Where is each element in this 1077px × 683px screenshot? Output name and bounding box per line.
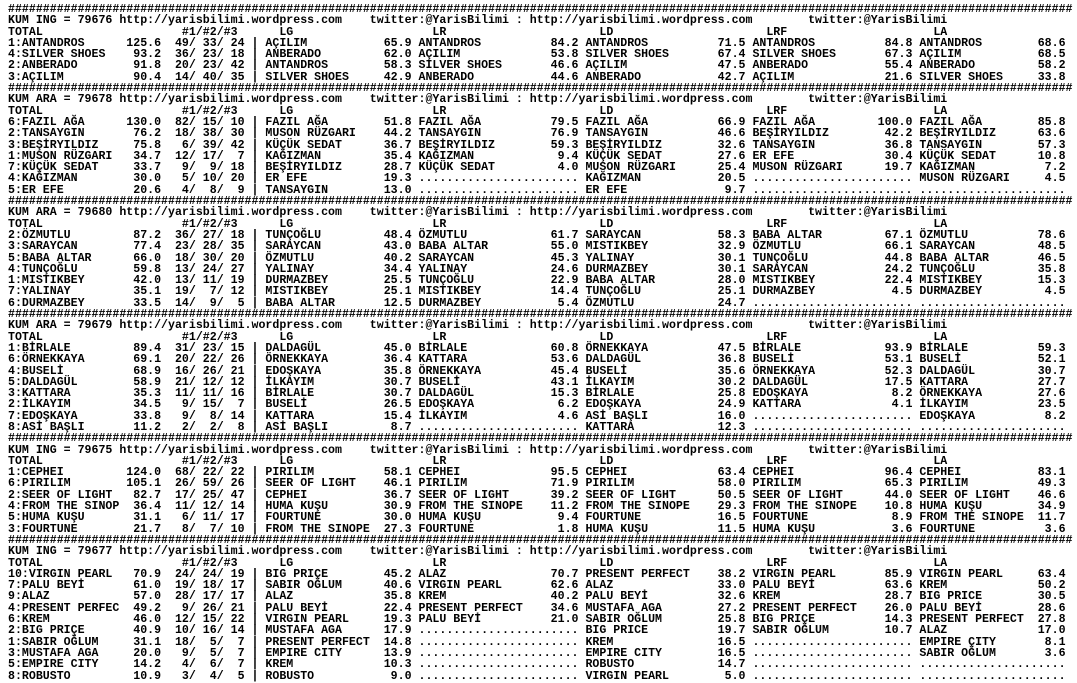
data-row: 10:VIRGIN PEARL 70.9 24/ 24/ 19 | BIG PRIÇE 45.2 ALAZ 70.7 PRESENT PERFECT 38.2 VIRGIN PEARL 85.9 VIRGIN PEARL 63.4 — [8, 567, 1066, 581]
data-row: 1:SABIR OĞLUM 31.1 18/ 5/ 7 | PRESENT PERFECT 14.8 ....................... KREM 16.5 ....................... EMPIRE ÇITY 8.1 — [8, 635, 1066, 649]
race-section-79678 — [8, 83, 1077, 196]
data-row: 7:YALINAY 35.1 19/ 7/ 12 | MISTIKBEY 25.1 MISTIKBEY 14.4 TUNÇOĞLU 25.1 DURMAZBEY 4.5 DURMAZBEY 4.5 — [8, 285, 1066, 299]
data-row: 3:MUSTAFA AGA 20.0 9/ 5/ 7 | EMPIRE CITY 13.9 ....................... EMPIRE CITY 16.5 ....................... SABIR OĞLUM 3.6 — [8, 646, 1066, 660]
section-header-line: KUM ARA = 79678 http://yarisbilimi.wordpress.com twitter:@YarisBilimi : http://yarisbilimi.wordpress.com twitter:@YarisBilimi — [8, 93, 948, 107]
data-row: 3:AÇILIM 90.4 14/ 40/ 35 | SILVER SHOES 42.9 ANBERADO 44.6 ANBERADO 42.7 AÇILIM 21.6 SILVER SHOES 33.8 — [8, 70, 1066, 84]
data-row: 1:ANTANDROS 125.6 49/ 33/ 24 | AÇILIM 65.9 ANTANDROS 84.2 ANTANDROS 71.5 ANTANDROS 84.8 ANTANDROS 68.6 — [8, 36, 1066, 50]
data-row: 3:KATTARA 35.3 11/ 11/ 16 | BİRLALE 30.7 DALDAGÜL 15.3 BİRLALE 25.8 EDOŞKAYA 8.2 ÖRNEKKAYA 27.6 — [8, 387, 1066, 401]
data-row: 7:PALU BEYİ 61.0 19/ 18/ 17 | SABIR OĞLUM 40.6 VIRGIN PEARL 62.6 ALAZ 33.0 PALU BEYİ 63.6 KREM 50.2 — [8, 579, 1066, 593]
separator-line: ######################################################################################################################################################### — [8, 3, 1073, 16]
data-row: 5:HUMA KUŞU 31.1 6/ 11/ 17 | FOURTUNE 30.0 HUMA KUŞU 9.4 FOURTUNE 16.5 FOURTUNE 8.9 FROM THE SINOPE 11.7 — [8, 511, 1066, 525]
race-section-79675 — [8, 433, 1077, 535]
column-header-line: TOTAL #1/#2/#3 LG LR LD LRF LA — [8, 217, 948, 231]
data-row: 4:SILVER SHOES 93.2 36/ 23/ 18 | ANBERADO 62.0 AÇILIM 53.8 SILVER SHOES 67.4 SILVER SHOES 67.3 AÇILIM 68.5 — [8, 48, 1066, 62]
section-header-line: KUM ARA = 79679 http://yarisbilimi.wordpress.com twitter:@YarisBilimi : http://yarisbilimi.wordpress.com twitter:@YarisBilimi — [8, 319, 948, 333]
column-header-line: TOTAL #1/#2/#3 LG LR LD LRF LA — [8, 556, 948, 570]
data-row: 2:TANSAYGIN 76.2 18/ 38/ 30 | MUSON RÜZGARI 44.2 TANSAYGIN 76.9 TANSAYGIN 46.6 BEŞİRYILDIZ 42.2 BEŞİRYILDIZ 63.6 — [8, 127, 1066, 141]
section-header-line: KUM ING = 79676 http://yarisbilimi.wordpress.com twitter:@YarisBilimi : http://yarisbilimi.wordpress.com twitter:@YarisBilimi — [8, 14, 948, 28]
separator-line: ######################################################################################################################################################### — [8, 82, 1073, 96]
race-section-79679 — [8, 309, 1077, 433]
data-row: 6:PIRILIM 105.1 26/ 59/ 26 | SEER OF LIGHT 46.1 PIRILIM 71.9 PIRILIM 58.0 PIRILIM 65.3 PIRILIM 49.3 — [8, 477, 1066, 491]
data-row: 4:PRESENT PERFEC 49.2 9/ 26/ 21 | PALU BEYİ 22.4 PRESENT PERFECT 34.6 MUSTAFA AGA 27.2 PRESENT PERFECT 26.0 PALU BEYİ 28.6 — [8, 601, 1066, 615]
data-row: 8:ROBUSTO 10.9 3/ 4/ 5 | ROBUSTO 9.0 ....................... VIRGIN PEARL 5.0 ....................... ..................... — [8, 669, 1066, 683]
data-row: 5:BABA ALTAR 66.0 18/ 30/ 20 | ÖZMUTLU 40.2 SARAYCAN 45.3 YALINAY 30.1 TUNÇOĞLU 44.8 BABA ALTAR 46.5 — [8, 251, 1066, 265]
data-row: 5:ER EFE 20.6 4/ 8/ 9 | TANSAYGIN 13.0 ....................... ER EFE 9.7 ....................... ..................... — [8, 183, 1066, 197]
column-header-line: TOTAL #1/#2/#3 LG LR LD LRF LA — [8, 104, 948, 118]
data-row: 2:SEER OF LIGHT 82.7 17/ 25/ 47 | CEPHEI 36.7 SEER OF LIGHT 39.2 SEER OF LIGHT 50.5 SEER OF LIGHT 44.0 SEER OF LIGHT 46.6 — [8, 488, 1066, 502]
data-row: 6:KREM 46.0 12/ 15/ 22 | VIRGIN PEARL 19.3 PALU BEYİ 21.0 SABIR OĞLUM 25.8 BIG PRIÇE 14.3 PRESENT PERFECT 27.8 — [8, 613, 1066, 627]
data-row: 6:FAZIL AĞA 130.0 82/ 15/ 10 | FAZIL AĞA 51.8 FAZIL AĞA 79.5 FAZIL AĞA 66.9 FAZIL AĞA 100.0 FAZIL AĞA 85.8 — [8, 115, 1066, 129]
separator-line: ######################################################################################################################################################### — [8, 195, 1073, 209]
race-section-79677 — [8, 535, 1077, 682]
data-row: 1:MUSON RÜZGARI 34.7 12/ 17/ 7 | KAĞIZMAN 35.4 KAĞIZMAN 9.4 KÜÇÜK SEDAT 27.6 ER EFE 30.4 KÜÇÜK SEDAT 10.8 — [8, 149, 1066, 163]
data-row: 3:BEŞİRYILDIZ 75.8 6/ 39/ 42 | KÜÇÜK SEDAT 36.7 BEŞİRYILDIZ 59.3 BEŞİRYILDIZ 32.6 TANSAYGIN 36.8 TANSAYGIN 57.3 — [8, 138, 1066, 152]
column-header-line: TOTAL #1/#2/#3 LG LR LD LRF LA — [8, 454, 948, 468]
race-section-79676 — [8, 4, 1077, 83]
data-row: 4:KAĞIZMAN 30.0 5/ 10/ 20 | ER EFE 19.3 ....................... KAĞIZMAN 20.5 ....................... MUSON RÜZGARI 4.5 — [8, 172, 1066, 186]
data-row: 1:BİRLALE 89.4 31/ 23/ 15 | DALDAGÜL 45.0 BİRLALE 60.8 ÖRNEKKAYA 47.5 BİRLALE 93.9 BİRLALE 59.3 — [8, 341, 1066, 355]
data-row: 6:DURMAZBEY 33.5 14/ 9/ 5 | BABA ALTAR 12.5 DURMAZBEY 5.4 ÖZMUTLU 24.7 ....................... ..................... — [8, 296, 1066, 310]
data-row: 1:MISTIKBEY 42.0 13/ 11/ 19 | DURMAZBEY 25.5 TUNÇOĞLU 22.9 BABA ALTAR 28.0 MISTIKBEY 22.4 MISTIKBEY 15.3 — [8, 274, 1066, 288]
section-header-line: KUM ING = 79675 http://yarisbilimi.wordpress.com twitter:@YarisBilimi : http://yarisbilimi.wordpress.com twitter:@YarisBilimi — [8, 443, 948, 457]
data-row: 3:SARAYCAN 77.4 23/ 28/ 35 | SARAYCAN 43.0 BABA ALTAR 55.0 MISTIKBEY 32.9 ÖZMUTLU 66.1 SARAYCAN 48.5 — [8, 240, 1066, 254]
separator-line: ######################################################################################################################################################### — [8, 533, 1073, 547]
data-row: 6:ÖRNEKKAYA 69.1 20/ 22/ 26 | ÖRNEKKAYA 36.4 KATTARA 53.6 DALDAGÜL 36.8 BUSELİ 53.1 BUSELİ 52.1 — [8, 353, 1066, 367]
data-row: 2:BIG PRIÇE 40.9 10/ 16/ 14 | MUSTAFA AGA 17.9 ....................... BIG PRICE 19.7 SABIR OĞLUM 10.7 ALAZ 17.0 — [8, 624, 1066, 638]
data-row: 3:FOURTUNE 21.7 8/ 7/ 10 | FROM THE SINOPE 27.3 FOURTUNE 1.8 HUMA KUŞU 11.5 HUMA KUŞU 3.6 FOURTUNE 3.6 — [8, 522, 1066, 536]
data-row: 7:KÜÇÜK SEDAT 33.7 9/ 9/ 18 | BEŞİRYILDIZ 28.7 KÜÇÜK SEDAT 4.0 MUSON RÜZGARI 25.4 MUSON RÜZGARI 19.7 KAĞIZMAN 7.2 — [8, 161, 1066, 175]
column-header-line: TOTAL #1/#2/#3 LG LR LD LRF LA — [8, 25, 948, 39]
column-header-line: TOTAL #1/#2/#3 LG LR LD LRF LA — [8, 330, 948, 344]
data-row: 9:ALAZ 57.0 28/ 17/ 17 | ALAZ 35.8 KREM 40.2 PALU BEYİ 32.6 KREM 28.7 BIG PRICE 30.5 — [8, 590, 1066, 604]
section-header-line: KUM ING = 79677 http://yarisbilimi.wordpress.com twitter:@YarisBilimi : http://yarisbilimi.wordpress.com twitter:@YarisBilimi — [8, 545, 948, 559]
data-row: 2:ANBERADO 91.8 20/ 23/ 42 | ANTANDROS 58.3 SILVER SHOES 46.6 AÇILIM 47.5 ANBERADO 55.4 ANBERADO 58.2 — [8, 59, 1066, 73]
race-section-79680 — [8, 196, 1077, 309]
data-row: 4:TUNÇOĞLU 59.8 13/ 24/ 27 | YALINAY 34.4 YALINAY 24.6 DURMAZBEY 30.1 SARAYCAN 24.2 TUNÇOĞLU 35.8 — [8, 262, 1066, 276]
data-row: 4:FROM THE SINOP 36.4 11/ 12/ 14 | HUMA KUŞU 30.9 FROM THE SINOPE 11.2 FROM THE SINOPE 29.3 FROM THE SINOPE 10.8 HUMA KUŞU 34.9 — [8, 500, 1066, 514]
data-row: 8:ASİ BAŞLI 11.2 2/ 2/ 8 | ASİ BAŞLI 8.7 ....................... KATTARA 12.3 ....................... ..................... — [8, 420, 1066, 434]
data-row: 4:BUSELİ 68.9 16/ 26/ 21 | EDOŞKAYA 35.8 ÖRNEKKAYA 45.4 BUSELİ 35.6 ÖRNEKKAYA 52.3 DALDAGÜL 30.7 — [8, 364, 1066, 378]
data-row: 5:EMPIRE CITY 14.2 4/ 6/ 7 | KREM 10.3 ....................... ROBUSTO 14.7 ....................... ..................... — [8, 658, 1066, 672]
data-row: 2:ÖZMUTLU 87.2 36/ 27/ 18 | TUNÇOĞLU 48.4 ÖZMUTLU 61.7 SARAYCAN 58.3 BABA ALTAR 67.1 ÖZMUTLU 78.6 — [8, 228, 1066, 242]
section-header-line: KUM ARA = 79680 http://yarisbilimi.wordpress.com twitter:@YarisBilimi : http://yarisbilimi.wordpress.com twitter:@YarisBilimi — [8, 206, 948, 220]
data-row: 5:DALDAGÜL 58.9 21/ 12/ 12 | İLKAYIM 30.7 BUSELİ 43.1 İLKAYIM 30.2 DALDAGÜL 17.5 KATTARA 27.7 — [8, 375, 1066, 389]
data-row: 2:İLKAYIM 34.5 9/ 15/ 7 | BUSELİ 26.5 EDOŞKAYA 6.2 EDOŞKAYA 24.9 KATTARA 4.1 İLKAYIM 23.5 — [8, 398, 1066, 412]
data-row: 7:EDOŞKAYA 33.8 9/ 8/ 14 | KATTARA 15.4 İLKAYIM 4.6 ASİ BAŞLI 16.0 ....................... EDOŞKAYA 8.2 — [8, 409, 1066, 423]
data-row: 1:CEPHEI 124.0 68/ 22/ 22 | PIRILIM 58.1 CEPHEI 95.5 CEPHEI 63.4 CEPHEI 96.4 CEPHEI 83.1 — [8, 466, 1066, 480]
separator-line: ######################################################################################################################################################### — [8, 308, 1073, 322]
separator-line: ######################################################################################################################################################### — [8, 432, 1073, 446]
